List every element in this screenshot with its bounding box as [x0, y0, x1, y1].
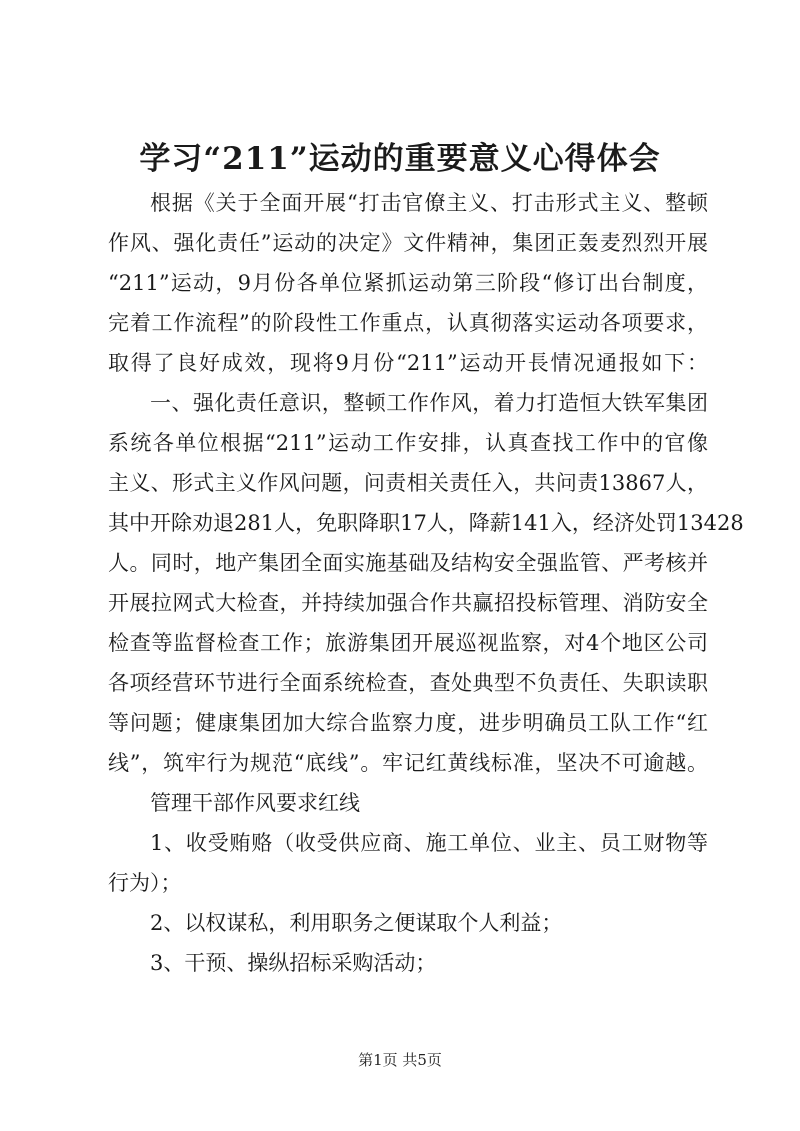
text-line: 人。同时，地产集团全面实施基础及结构安全强监管、严考核并	[108, 551, 708, 575]
paragraph-section-one	[108, 383, 744, 783]
text-line: 系统各单位根据“211”运动工作安排，认真查找工作中的官像	[108, 431, 708, 455]
text-line: 1、收受贿赂（收受供应商、施工单位、业主、员工财物等	[150, 831, 708, 855]
text-line: 作风、强化责任”运动的决定》文件精神，集团正轰麦烈烈开展	[108, 231, 708, 255]
paragraph-item-1	[108, 823, 708, 903]
paragraph-item-3	[108, 943, 708, 983]
page-footer: 第1页 共5页	[358, 1051, 442, 1069]
text-line: 主义、形式主义作风问题，问责相关责任入，共问责13867人，	[108, 471, 708, 495]
document-title: 学习“211”运动的重要意义心得体会	[139, 141, 661, 177]
text-line: 管理干部作风要求红线	[150, 791, 360, 815]
document-body	[108, 183, 744, 983]
text-line: 各项经营环节进行全面系统检查，查处典型不负责任、失职读职	[108, 671, 708, 695]
text-line: 一、强化责任意识，整顿工作作风，着力打造恒大铁军集团	[150, 391, 708, 415]
text-line: 完着工作流程”的阶段性工作重点，认真彻落实运动各项要求，	[108, 311, 708, 335]
text-line: 取得了良好成效，现将9月份“211”运动开長情况通报如下：	[108, 351, 708, 375]
text-line: 2、以权谋私，利用职务之便谋取个人利益；	[150, 911, 563, 935]
text-line: 其中开除劝退281人，免职降职17人，降薪141入，经济处罚13428	[108, 511, 744, 535]
text-line: 3、干预、操纵招标采购活动；	[150, 951, 437, 975]
text-line: 检查等监督检查工作；旅游集团开展巡视监察，对4个地区公司	[108, 631, 708, 655]
text-line: 开展拉网式大检查，并持续加强合作共赢招投标管理、消防安全	[108, 591, 708, 615]
text-line: 等问题；健康集团加大综合监察力度，进步明确员工队工作“红	[108, 711, 708, 735]
paragraph-red-line-heading	[108, 783, 708, 823]
paragraph-intro	[108, 183, 708, 383]
text-line: 线”，筑牢行为规范“底线”。牢记红黄线标准，坚决不可逾越。	[108, 751, 708, 775]
text-line: “211”运动，9月份各单位紧抓运动第三阶段“修订出台制度，	[108, 271, 708, 295]
text-line: 行为）；	[108, 871, 182, 895]
text-line: 根据《关于全面开展“打击官僚主义、打击形式主义、整顿	[150, 191, 708, 215]
paragraph-item-2	[108, 903, 708, 943]
